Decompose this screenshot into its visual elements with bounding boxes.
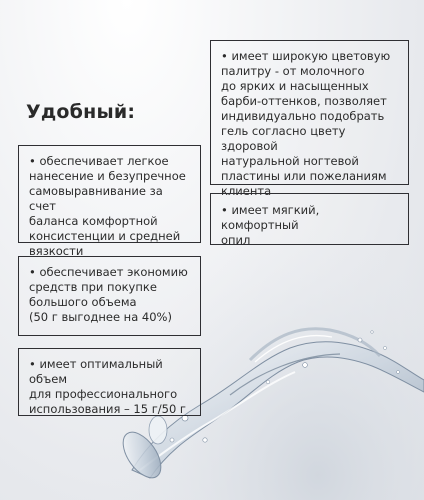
page-title: Удобный:	[26, 101, 136, 123]
feature-card-text: • имеет широкую цветовую палитру - от молочного до ярких и насыщенных барби-оттенков, позволяет индивидуально подобрать гель согласно цвету здоровой натуральной ногтевой пластины или пожеланиям клиента	[221, 49, 391, 198]
feature-card-text: • имеет мягкий, комфортный опил	[221, 203, 320, 247]
feature-card-savings	[18, 256, 201, 336]
feature-card-color-palette	[210, 40, 409, 198]
feature-card-filing	[210, 193, 409, 245]
feature-card-text: • имеет оптимальный объем для профессионального использования – 15 г/50 г	[29, 357, 186, 416]
feature-card-volume	[18, 348, 201, 416]
feature-card-text: • обеспечивает экономию средств при покупке большого объема (50 г выгоднее на 40%)	[29, 265, 188, 324]
feature-card-application	[18, 145, 201, 258]
feature-card-text: • обеспечивает легкое нанесение и безупречное самовыравнивание за счет баланса комфортной консистенции и средней вязкости	[29, 154, 186, 258]
